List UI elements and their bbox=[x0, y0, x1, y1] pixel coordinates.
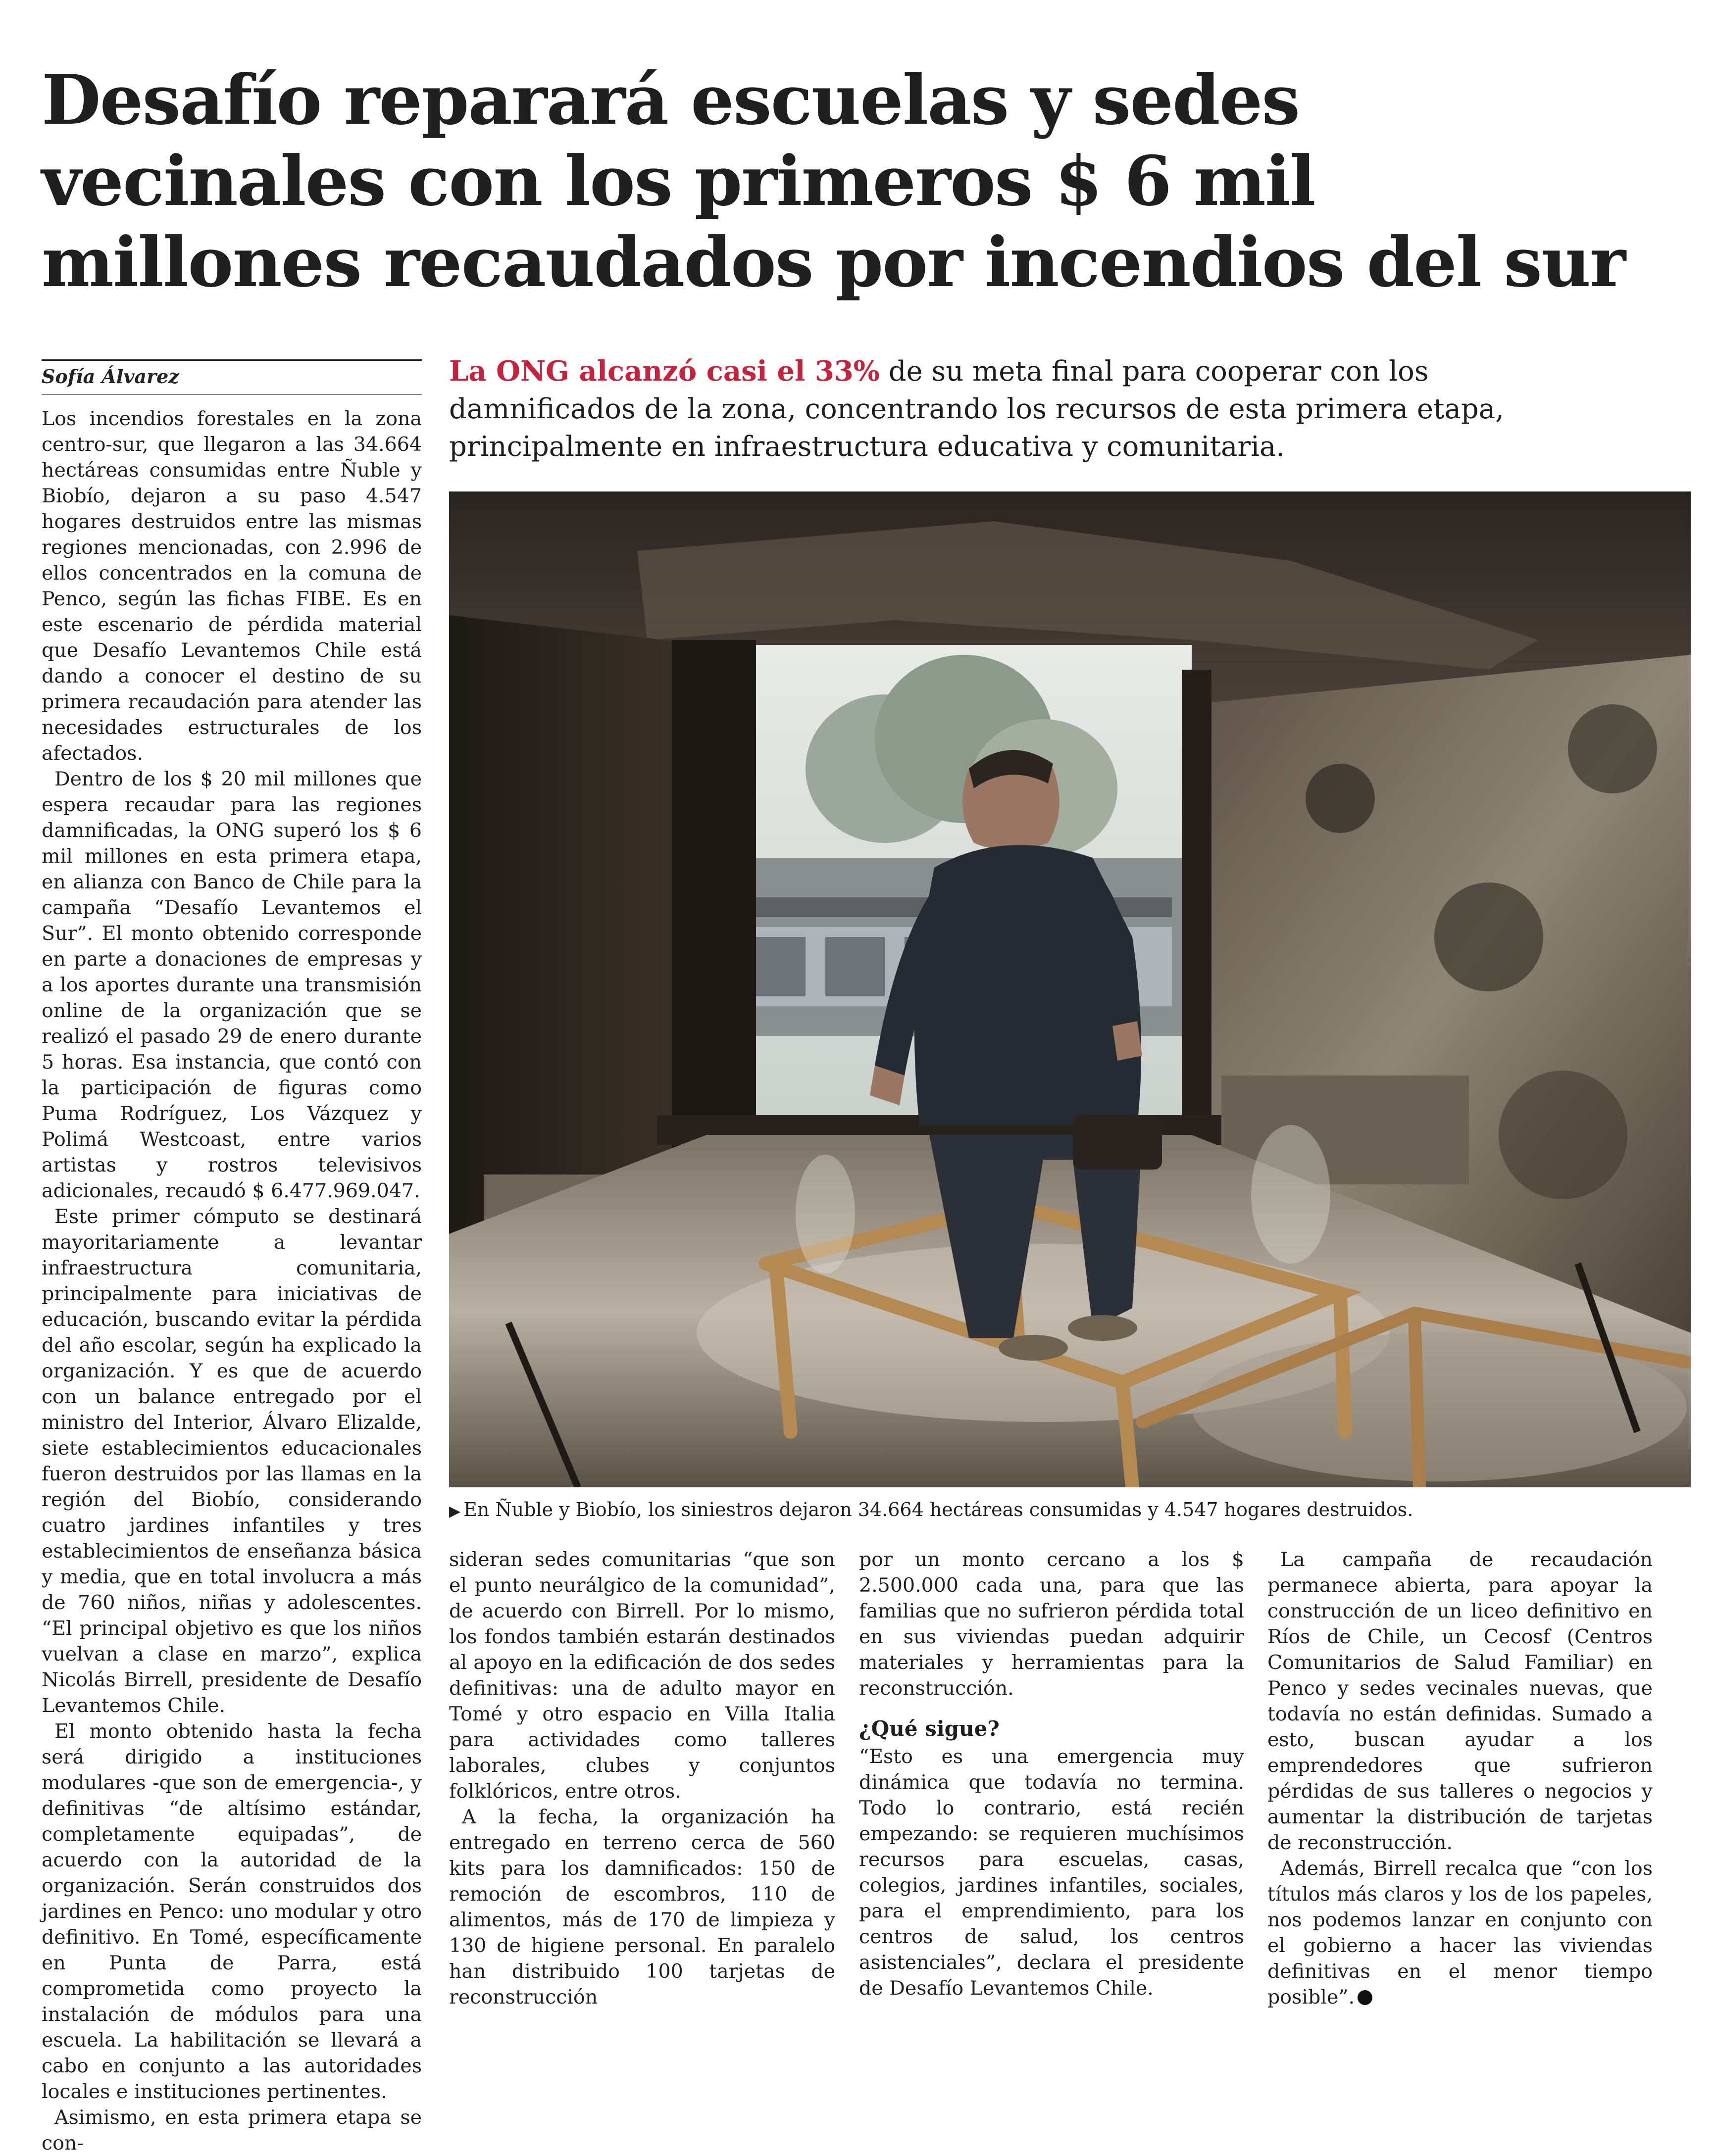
byline-bottom-rule bbox=[42, 394, 422, 395]
paragraph: La campaña de recaudación permanece abierta, para apoyar la construcción de un liceo definitivo en Ríos de Chile, un Cecosf (Centros Comunitarios de Salud Familiar) en Penco y sedes vecinales nuevas, que todavía no están definidas. Sumado a esto, buscan ayudar a los emprendedores que sufrieron pérdidas de sus talleres o negocios y aumentar la distribución de tarjetas de reconstrucción. bbox=[1267, 1548, 1653, 1854]
headline-line-2: vecinales con los primeros $ 6 mil bbox=[42, 141, 1315, 221]
paragraph: por un monto cercano a los $ 2.500.000 cada una, para que las familias que no sufrieron pérdida total en sus viviendas puedan adquirir materiales y herramientas para la reconstrucción. bbox=[859, 1548, 1244, 1700]
photo-illustration bbox=[449, 491, 1691, 1487]
headline-line-3: millones recaudados por incendios del sur bbox=[42, 222, 1625, 302]
subheading: ¿Qué sigue? bbox=[859, 1716, 1000, 1741]
headline-line-1: Desafío reparará escuelas y sedes bbox=[42, 59, 1300, 140]
article-column-3 bbox=[859, 1547, 1244, 2001]
paragraph: El monto obtenido hasta la fecha será dirigido a instituciones modulares -que son de emergencia-, y definitivas “de altísimo estándar, completamente equipadas”, de acuerdo con la autoridad de la organización. Serán construidos dos jardines en Penco: uno modular y otro definitivo. En Tomé, específicamente en Punta de Parra, está comprometida como proyecto la instalación de módulos para una escuela. La habilitación se llevará a cabo en conjunto a las autoridades locales e instituciones pertinentes. bbox=[42, 1720, 422, 2103]
article-column-4 bbox=[1267, 1547, 1653, 2010]
paragraph: A la fecha, la organización ha entregado en terreno cerca de 560 kits para los damnificados: 150 de remoción de escombros, 110 de alimentos, más de 170 de limpieza y 130 de higiene personal. En paralelo han distribuido 100 tarjetas de reconstrucción bbox=[449, 1806, 835, 2009]
paragraph: Asimismo, en esta primera etapa se con- bbox=[42, 2106, 422, 2155]
lead-highlight: La ONG alcanzó casi el 33% bbox=[449, 355, 880, 388]
paragraph: Dentro de los $ 20 mil millones que espera recaudar para las regiones damnificadas, la ONG superó los $ 6 mil millones en esta primera etapa, en alianza con Banco de Chile para la campaña “Desafío Levantemos el Sur”. El monto obtenido corresponde en parte a donaciones de empresas y a los aportes durante una transmisión online de la organización que se realizó el pasado 29 de enero durante 5 horas. Esa instancia, que contó con la participación de figuras como Puma Rodríguez, Los Vázquez y Polimá Westcoast, entre varios artistas y rostros televisivos adicionales, recaudó $ 6.477.969.047. bbox=[42, 768, 422, 1202]
paragraph bbox=[1267, 1856, 1653, 2010]
photo-caption bbox=[449, 1497, 1691, 1524]
paragraph: Los incendios forestales en la zona centro-sur, que llegaron a las 34.664 hectáreas consumidas entre Ñuble y Biobío, dejaron a su paso 4.547 hogares destruidos entre las mismas regiones mencionadas, con 2.996 de ellos concentrados en la comuna de Penco, según las fichas FIBE. Es en este escenario de pérdida material que Desafío Levantemos Chile está dando a conocer el destino de su primera recaudación para atender las necesidades estructurales de los afectados. bbox=[42, 407, 422, 765]
article-column-2 bbox=[449, 1547, 835, 2010]
burned-classroom-photo bbox=[449, 491, 1691, 1487]
end-of-article-dot-icon bbox=[1358, 1990, 1372, 2005]
lead-paragraph bbox=[449, 352, 1518, 466]
paragraph: sideran sedes comunitarias “que son el punto neurálgico de la comunidad”, de acuerdo con Birrell. Por lo mismo, los fondos también estarán destinados al apoyo en la edificación de dos sedes definitivas: una de adulto mayor en Tomé y otro espacio en Villa Italia para actividades como talleres laborales, clubes y conjuntos folklóricos, entre otros. bbox=[449, 1548, 835, 1803]
closing-text: Además, Birrell recalca que “con los títulos más claros y los de los papeles, nos podemos lanzar en conjunto con el gobierno a hacer las viviendas definitivas en el menor tiempo posible”. bbox=[1267, 1857, 1653, 2009]
caption-triangle-icon: ▶ bbox=[449, 1503, 461, 1520]
caption-text: En Ñuble y Biobío, los siniestros dejaron 34.664 hectáreas consumidas y 4.547 hogares destruidos. bbox=[463, 1499, 1413, 1520]
paragraph: “Esto es una emergencia muy dinámica que todavía no termina. Todo lo contrario, está recién empezando: se requieren muchísimos recursos para escuelas, casas, colegios, jardines infantiles, sociales, para el emprendimiento, para los centros de salud, los centros asistenciales”, declara el presidente de Desafío Levantemos Chile. bbox=[859, 1745, 1244, 2000]
paragraph: Este primer cómputo se destinará mayoritariamente a levantar infraestructura comunitaria, principalmente para iniciativas de educación, buscando evitar la pérdida del año escolar, según ha explicado la organización. Y es que de acuerdo con un balance entregado por el ministro del Interior, Álvaro Elizalde, siete establecimientos educacionales fueron destruidos por las llamas en la región del Biobío, considerando cuatro jardines infantiles y tres establecimientos de enseñanza básica y media, que en total involucra a más de 760 niños, niñas y adolescentes. “El principal objetivo es que los niños vuelvan a clase en marzo”, explica Nicolás Birrell, presidente de Desafío Levantemos Chile. bbox=[42, 1205, 422, 1717]
article-column-1 bbox=[42, 406, 422, 2156]
lead-text: de su meta final para cooperar con los damnificados de la zona, concentrando los recursos de esta primera etapa, principalmente en infraestructura educativa y comunitaria. bbox=[449, 355, 1504, 463]
byline-top-rule bbox=[42, 359, 422, 361]
byline: Sofía Álvarez bbox=[42, 365, 179, 388]
headline bbox=[42, 59, 1675, 303]
